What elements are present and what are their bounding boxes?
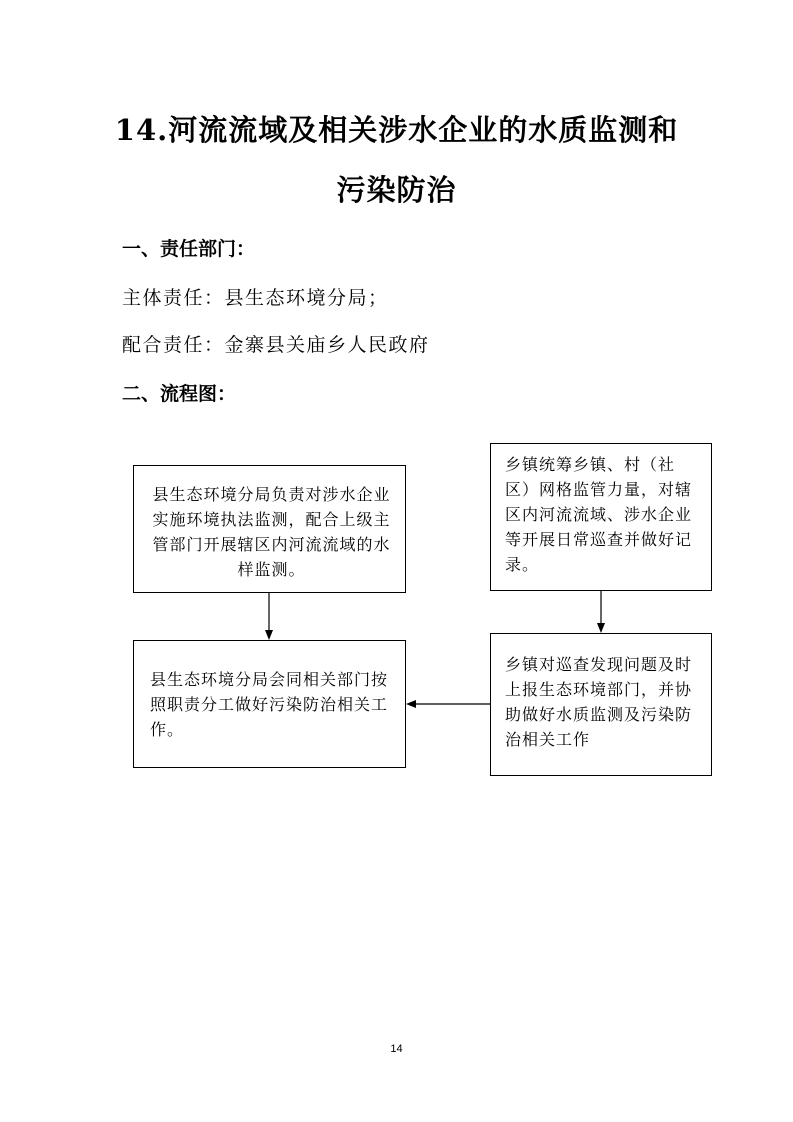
cooperating-responsibility-text: 配合责任：金寨县关庙乡人民政府: [122, 334, 430, 356]
arrow-report-to-joint: [406, 700, 490, 708]
arrow-patrol-to-report: [597, 591, 605, 633]
flow-box-county-joint-action-text: 县生态环境分局会同相关部门按照职责分工做好污染防治相关工作。: [150, 670, 389, 739]
document-title-line-1: 14.河流流域及相关涉水企业的水质监测和: [114, 113, 679, 147]
flow-box-township-report-text: 乡镇对巡查发现问题及时上报生态环境部门，并协助做好水质监测及污染防治相关工作: [505, 655, 693, 749]
document-title-line-2: 污染防治: [336, 173, 457, 207]
primary-responsibility-text: 主体责任：县生态环境分局；: [122, 287, 389, 309]
flowchart-heading: 二、流程图：: [122, 383, 237, 405]
flow-box-township-patrol-text: 乡镇统筹乡镇、村（社区）网格监管力量，对辖区内河流流域、涉水企业等开展日常巡查并做好记录。: [505, 455, 693, 574]
arrow-enforcement-to-joint: [265, 593, 273, 640]
page-number: 14: [390, 1043, 403, 1055]
flow-box-county-enforcement-text: 县生态环境分局负责对涉水企业实施环境执法监测，配合上级主管部门开展辖区内河流流域的水样监测。: [152, 485, 391, 579]
responsible-departments-heading: 一、责任部门：: [122, 238, 256, 260]
